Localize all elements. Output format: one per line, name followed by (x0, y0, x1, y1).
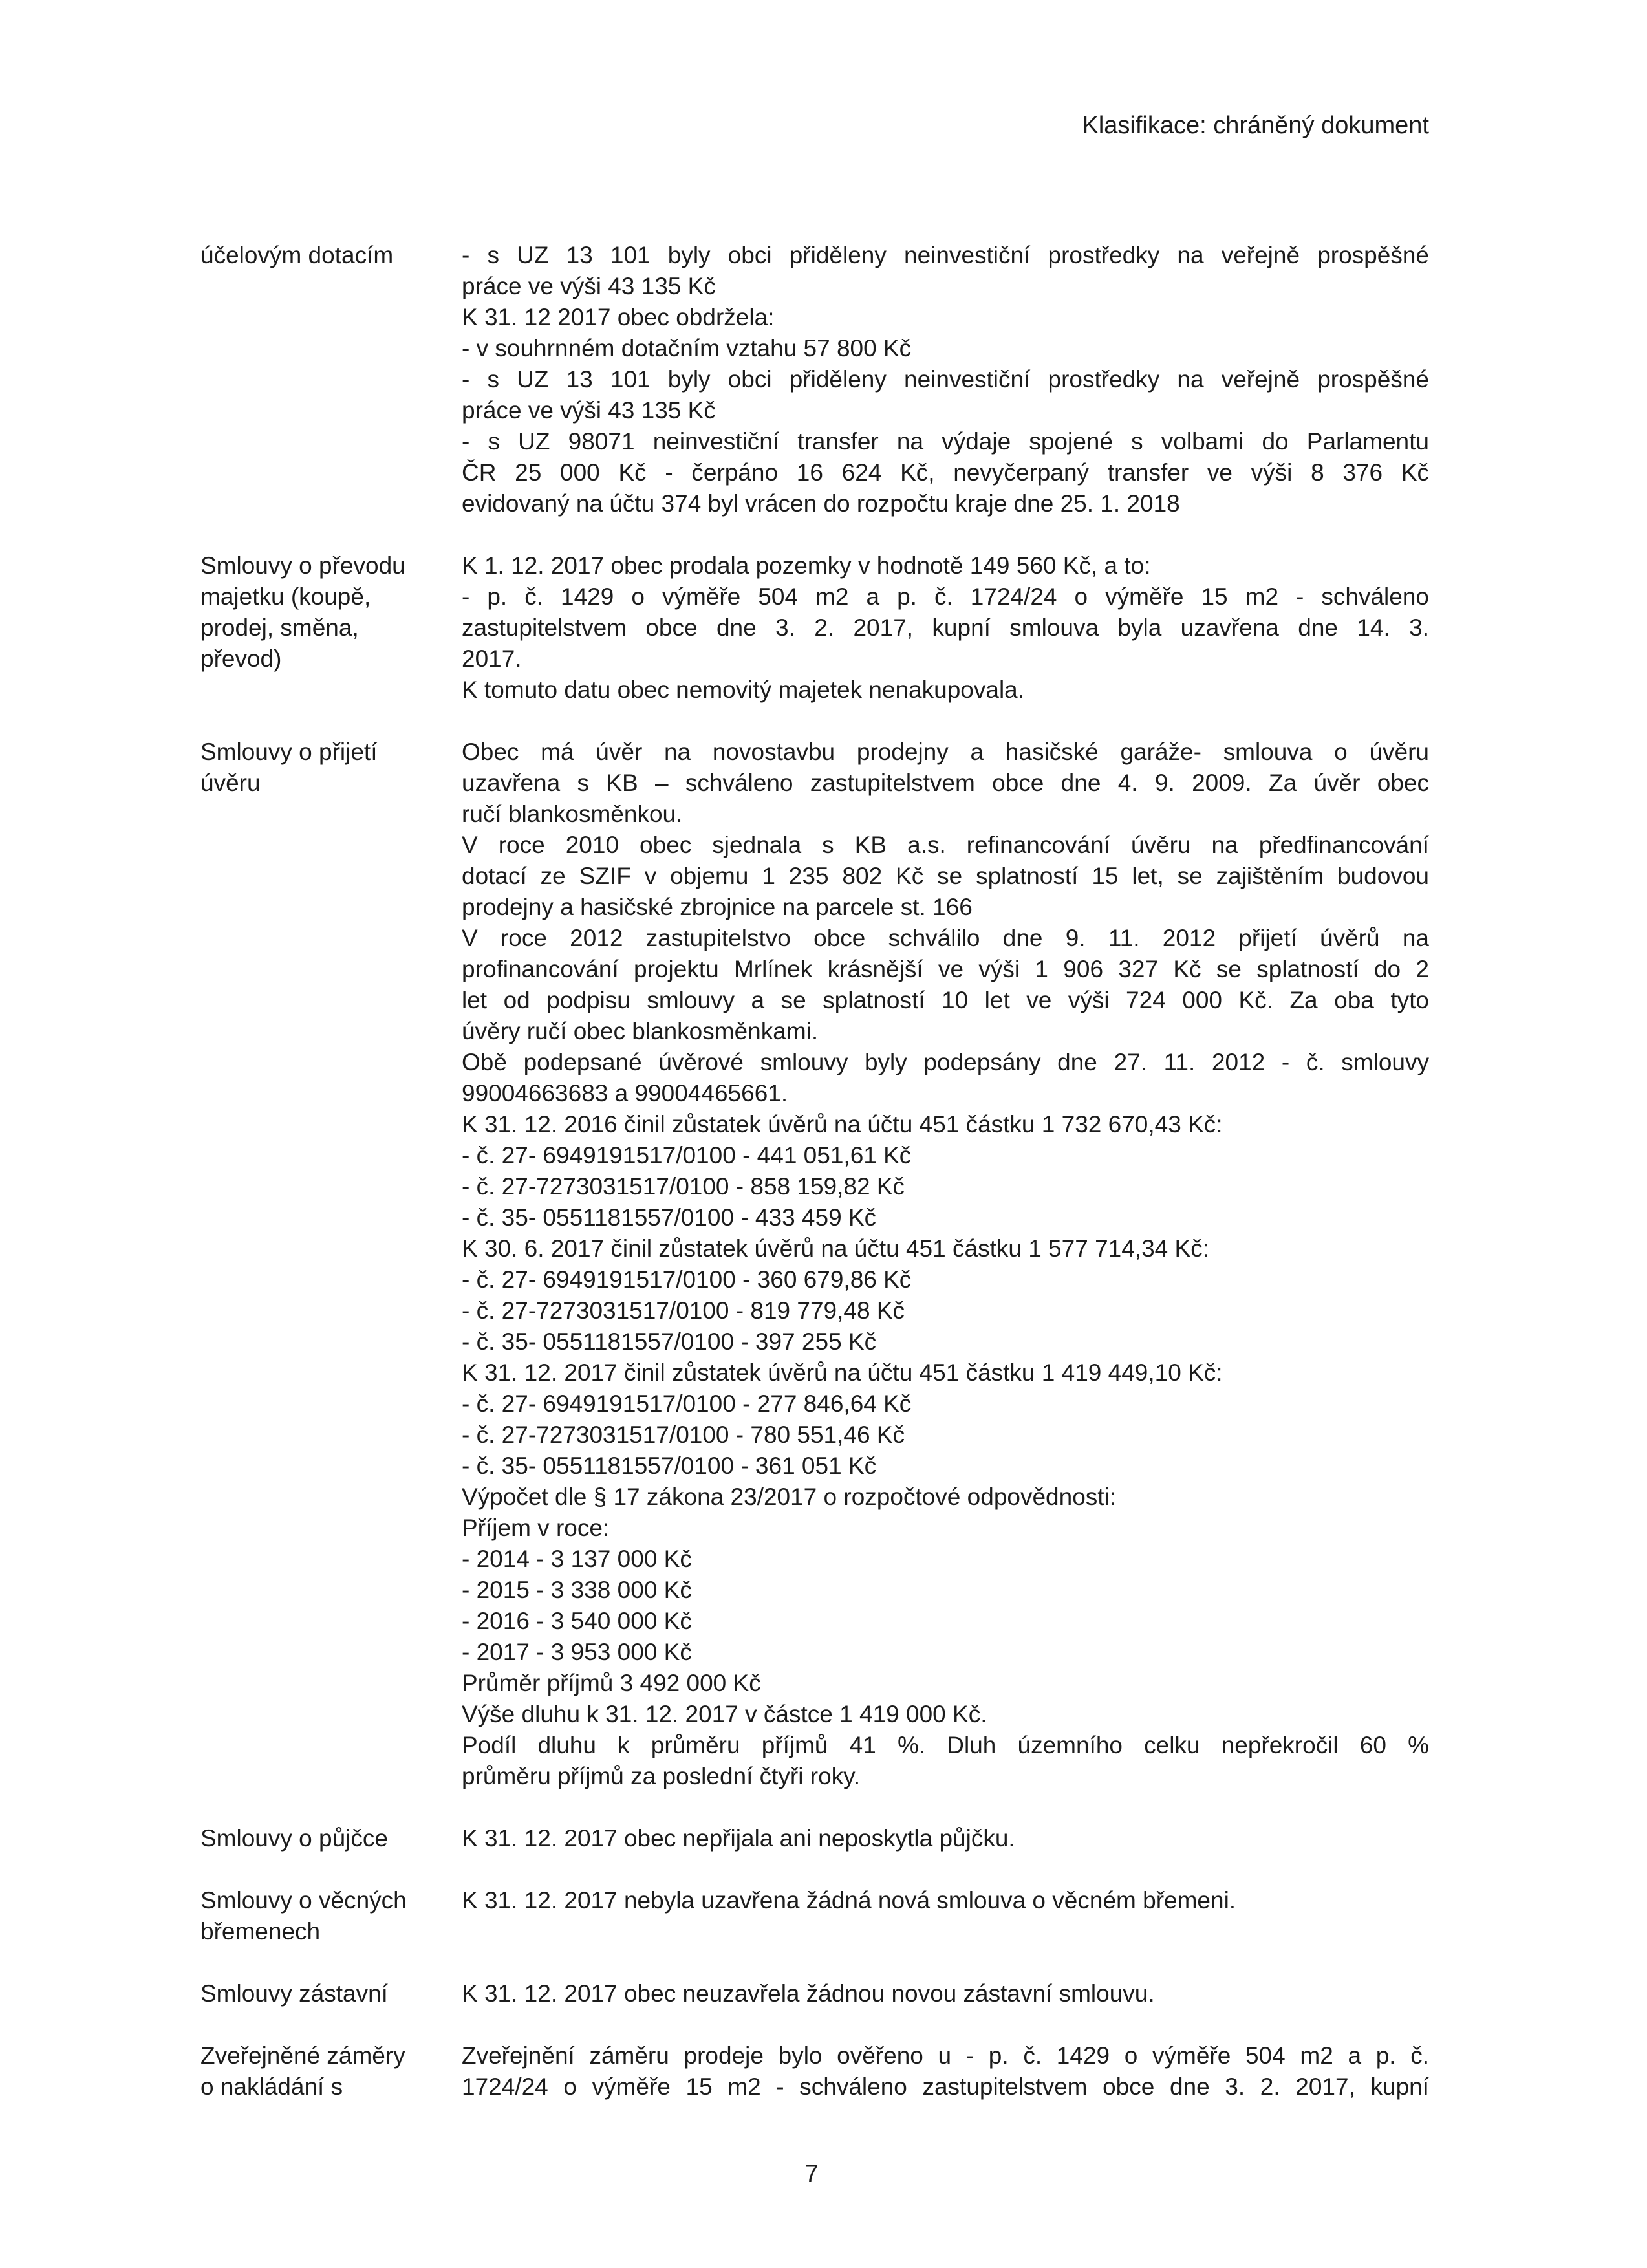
section-row (200, 550, 1429, 706)
section-content-line: - č. 35- 0551181557/0100 - 361 051 Kč (462, 1453, 877, 1479)
section-label-line: Smlouvy o půjčce (200, 1825, 388, 1852)
section-row (200, 1978, 1429, 2009)
section-content-line: K 30. 6. 2017 činil zůstatek úvěrů na účtu 451 částku 1 577 714,34 Kč: (462, 1235, 1209, 1262)
section-content-line: profinancování projektu Mrlínek krásnější ve výši 1 906 327 Kč se splatností do 2 (462, 956, 1429, 982)
section-content-line: - p. č. 1429 o výměře 504 m2 a p. č. 1724/24 o výměře 15 m2 - schváleno (462, 583, 1429, 610)
sections-container (200, 240, 1429, 2133)
section-content-line: ručí blankosměnkou. (462, 801, 683, 827)
section-label-line: Zveřejněné záměry (200, 2042, 405, 2069)
section-content-line: - 2017 - 3 953 000 Kč (462, 1639, 692, 1665)
section-label (200, 737, 462, 799)
section-content-line: ČR 25 000 Kč - čerpáno 16 624 Kč, nevyčerpaný transfer ve výši 8 376 Kč (462, 459, 1429, 486)
section-content-line: K 31. 12. 2017 nebyla uzavřena žádná nová smlouva o věcném břemeni. (462, 1887, 1236, 1914)
section-content-line: - 2014 - 3 137 000 Kč (462, 1546, 692, 1572)
section-content-line: - s UZ 98071 neinvestiční transfer na výdaje spojené s volbami do Parlamentu (462, 428, 1429, 455)
section-content-line: - 2015 - 3 338 000 Kč (462, 1577, 692, 1603)
section-content (462, 1885, 1429, 1916)
section-content-line: - č. 35- 0551181557/0100 - 397 255 Kč (462, 1328, 877, 1355)
section-label-line: prodej, směna, (200, 614, 359, 641)
section-content-line: - v souhrnném dotačním vztahu 57 800 Kč (462, 335, 912, 362)
section-content-line: K 31. 12 2017 obec obdržela: (462, 304, 775, 330)
section-row (200, 737, 1429, 1792)
section-content-line: práce ve výši 43 135 Kč (462, 397, 716, 424)
section-content-line: evidovaný na účtu 374 byl vrácen do rozpočtu kraje dne 25. 1. 2018 (462, 490, 1180, 517)
section-content-line: V roce 2012 zastupitelstvo obce schválilo dne 9. 11. 2012 přijetí úvěrů na (462, 925, 1429, 951)
section-label-line: břemenech (200, 1918, 321, 1945)
section-label-line: Smlouvy zástavní (200, 1980, 388, 2007)
section-label-line: majetku (koupě, (200, 583, 371, 610)
section-label (200, 1823, 462, 1854)
section-content-line: 2017. (462, 645, 522, 672)
section-label (200, 550, 462, 675)
section-label (200, 1885, 462, 1947)
section-content-line: K 1. 12. 2017 obec prodala pozemky v hodnotě 149 560 Kč, a to: (462, 552, 1151, 579)
section-content-line: Příjem v roce: (462, 1515, 610, 1541)
section-content (462, 1978, 1429, 2009)
section-content-line: - č. 27- 6949191517/0100 - 360 679,86 Kč (462, 1266, 912, 1293)
section-content-line: K 31. 12. 2017 obec nepřijala ani neposkytla půjčku. (462, 1825, 1015, 1852)
section-row (200, 2040, 1429, 2102)
section-content (462, 737, 1429, 1792)
section-label (200, 240, 462, 271)
section-row (200, 1823, 1429, 1854)
section-content (462, 2040, 1429, 2102)
section-content-line: - s UZ 13 101 byly obci přiděleny neinvestiční prostředky na veřejně prospěšné (462, 242, 1429, 268)
section-content-line: práce ve výši 43 135 Kč (462, 273, 716, 299)
section-content-line: Obec má úvěr na novostavbu prodejny a hasičské garáže- smlouva o úvěru (462, 739, 1429, 765)
section-row (200, 1885, 1429, 1947)
section-content-line: průměru příjmů za poslední čtyři roky. (462, 1763, 861, 1789)
section-content-line: dotací ze SZIF v objemu 1 235 802 Kč se splatností 15 let, se zajištěním budovou (462, 863, 1429, 889)
section-label-line: úvěru (200, 770, 261, 796)
classification-header: Klasifikace: chráněný dokument (1082, 112, 1429, 139)
section-row (200, 240, 1429, 519)
section-content-line: - č. 27- 6949191517/0100 - 277 846,64 Kč (462, 1390, 912, 1417)
section-content-line: 1724/24 o výměře 15 m2 - schváleno zastupitelstvem obce dne 3. 2. 2017, kupní (462, 2073, 1429, 2100)
section-label-line: Smlouvy o přijetí (200, 739, 378, 765)
section-content-line: K 31. 12. 2016 činil zůstatek úvěrů na účtu 451 částku 1 732 670,43 Kč: (462, 1111, 1223, 1138)
section-content-line: - č. 27- 6949191517/0100 - 441 051,61 Kč (462, 1142, 912, 1169)
section-label (200, 2040, 462, 2102)
section-content-line: K 31. 12. 2017 obec neuzavřela žádnou novou zástavní smlouvu. (462, 1980, 1155, 2007)
section-content-line: - s UZ 13 101 byly obci přiděleny neinvestiční prostředky na veřejně prospěšné (462, 366, 1429, 393)
section-content-line: zastupitelstvem obce dne 3. 2. 2017, kupní smlouva byla uzavřena dne 14. 3. (462, 614, 1429, 641)
section-content-line: - č. 27-7273031517/0100 - 858 159,82 Kč (462, 1173, 905, 1200)
section-content-line: Obě podepsané úvěrové smlouvy byly podepsány dne 27. 11. 2012 - č. smlouvy (462, 1049, 1429, 1075)
section-content-line: Podíl dluhu k průměru příjmů 41 %. Dluh územního celku nepřekročil 60 % (462, 1732, 1429, 1758)
section-label (200, 1978, 462, 2009)
section-content-line: Výpočet dle § 17 zákona 23/2017 o rozpočtové odpovědnosti: (462, 1484, 1117, 1510)
section-content-line: uzavřena s KB – schváleno zastupitelstvem obce dne 4. 9. 2009. Za úvěr obec (462, 770, 1429, 796)
section-content-line: - č. 27-7273031517/0100 - 780 551,46 Kč (462, 1421, 905, 1448)
section-content-line: V roce 2010 obec sjednala s KB a.s. refinancování úvěru na předfinancování (462, 832, 1429, 858)
section-label-line: Smlouvy o převodu (200, 552, 405, 579)
section-content-line: - 2016 - 3 540 000 Kč (462, 1608, 692, 1634)
section-content (462, 550, 1429, 706)
section-label-line: o nakládání s (200, 2073, 343, 2100)
section-content (462, 1823, 1429, 1854)
section-label-line: Smlouvy o věcných (200, 1887, 407, 1914)
section-content (462, 240, 1429, 519)
section-content-line: Průměr příjmů 3 492 000 Kč (462, 1670, 761, 1696)
section-content-line: Výše dluhu k 31. 12. 2017 v částce 1 419 000 Kč. (462, 1701, 987, 1727)
section-label-line: převod) (200, 645, 282, 672)
section-content-line: úvěry ručí obec blankosměnkami. (462, 1018, 819, 1044)
page-number: 7 (804, 2161, 819, 2188)
section-content-line: 99004663683 a 99004465661. (462, 1080, 788, 1107)
section-content-line: prodejny a hasičské zbrojnice na parcele st. 166 (462, 894, 973, 920)
section-content-line: let od podpisu smlouvy a se splatností 10 let ve výši 724 000 Kč. Za oba tyto (462, 987, 1429, 1013)
section-content-line: Zveřejnění záměru prodeje bylo ověřeno u - p. č. 1429 o výměře 504 m2 a p. č. (462, 2042, 1429, 2069)
section-label-line: účelovým dotacím (200, 242, 394, 268)
section-content-line: - č. 35- 0551181557/0100 - 433 459 Kč (462, 1204, 877, 1231)
section-content-line: - č. 27-7273031517/0100 - 819 779,48 Kč (462, 1297, 905, 1324)
section-content-line: K 31. 12. 2017 činil zůstatek úvěrů na účtu 451 částku 1 419 449,10 Kč: (462, 1359, 1223, 1386)
section-content-line: K tomuto datu obec nemovitý majetek nenakupovala. (462, 676, 1025, 703)
